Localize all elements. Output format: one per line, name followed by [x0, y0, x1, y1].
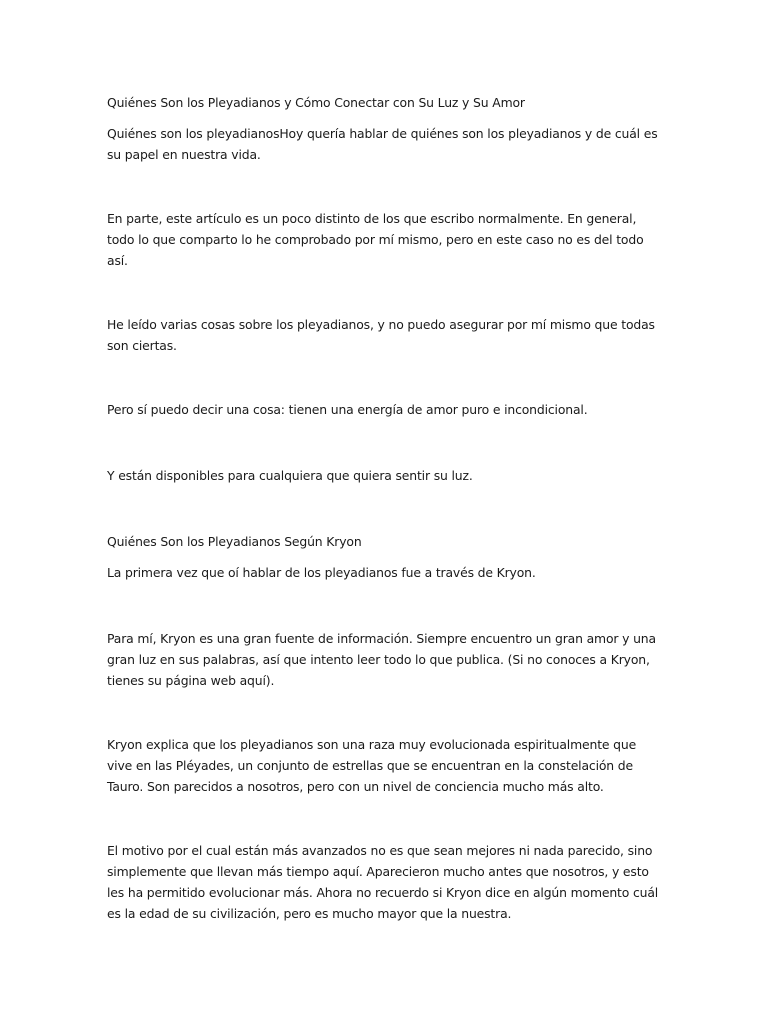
paragraph: Quiénes son los pleyadianosHoy quería hablar de quiénes son los pleyadianos y de cuál es su papel en nuestra vida.	[107, 126, 658, 162]
document-body	[107, 92, 663, 924]
paragraph: En parte, este artículo es un poco distinto de los que escribo normalmente. En general, todo lo que comparto lo he comprobado por mí mismo, pero en este caso no es del todo así.	[107, 211, 644, 268]
document-title: Quiénes Son los Pleyadianos y Cómo Conectar con Su Luz y Su Amor	[107, 95, 525, 110]
paragraph: Pero sí puedo decir una cosa: tienen una energía de amor puro e incondicional.	[107, 402, 588, 417]
paragraph: Kryon explica que los pleyadianos son una raza muy evolucionada espiritualmente que vive en las Pléyades, un conjunto de estrellas que se encuentran en la constelación de Tauro. Son parecidos a nosotros, pero con un nivel de conciencia mucho más alto.	[107, 737, 637, 794]
paragraph: Y están disponibles para cualquiera que quiera sentir su luz.	[107, 468, 473, 483]
paragraph: La primera vez que oí hablar de los pleyadianos fue a través de Kryon.	[107, 565, 536, 580]
section-heading: Quiénes Son los Pleyadianos Según Kryon	[107, 534, 362, 549]
paragraph: Para mí, Kryon es una gran fuente de información. Siempre encuentro un gran amor y una gran luz en sus palabras, así que intento leer todo lo que publica. (Si no conoces a Kryon, tienes su página web aquí).	[107, 631, 656, 688]
paragraph: He leído varias cosas sobre los pleyadianos, y no puedo asegurar por mí mismo que todas son ciertas.	[107, 317, 655, 353]
paragraph: El motivo por el cual están más avanzados no es que sean mejores ni nada parecido, sino simplemente que llevan más tiempo aquí. Aparecieron mucho antes que nosotros, y esto les ha permitido evolucionar más. Ahora no recuerdo si Kryon dice en algún momento cuál es la edad de su civilización, pero es mucho mayor que la nuestra.	[107, 843, 659, 921]
